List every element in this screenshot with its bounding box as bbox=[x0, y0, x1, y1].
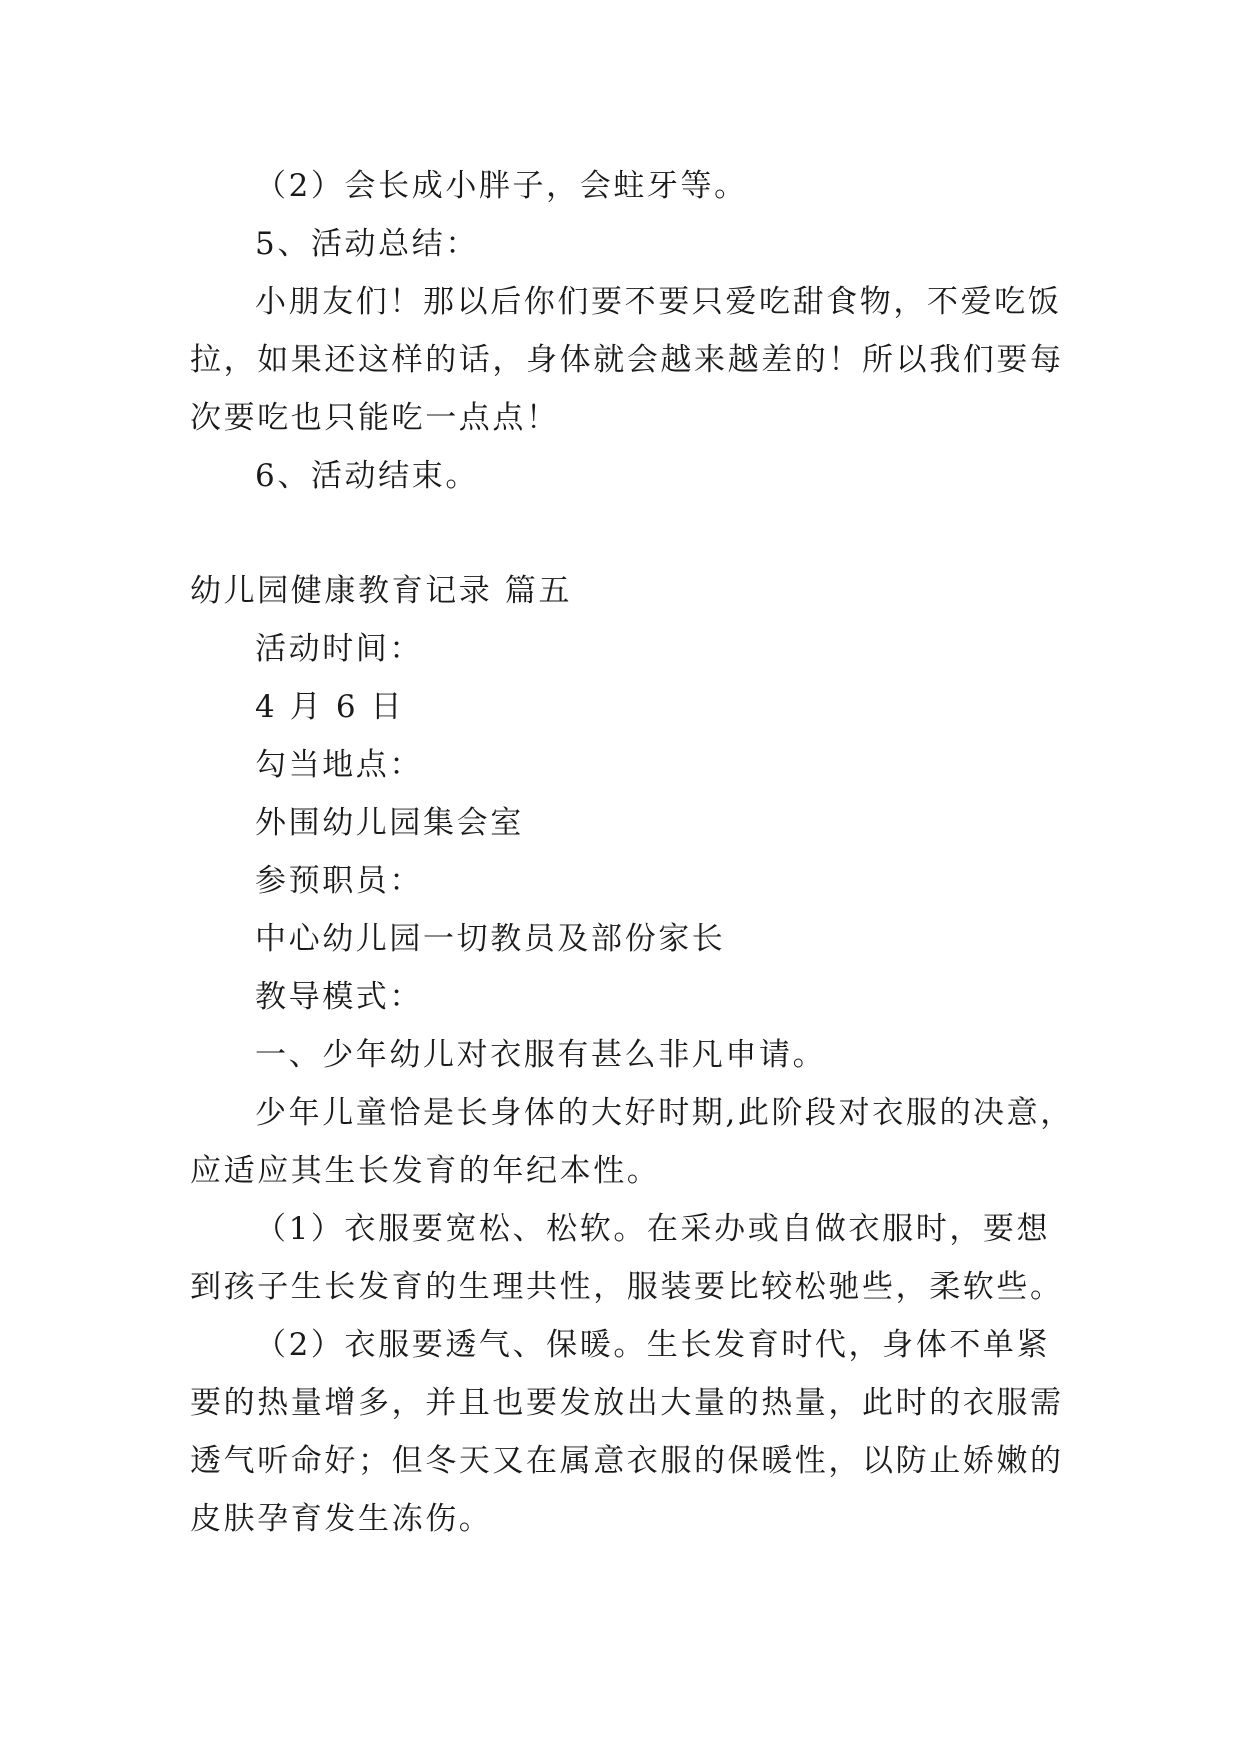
text-line: （2）衣服要透气、保暖。生长发育时代，身体不单紧 bbox=[255, 1327, 1051, 1363]
text-line: （1）衣服要宽松、松软。在采办或自做衣服时，要想 bbox=[255, 1211, 1051, 1247]
text-line: 小朋友们！那以后你们要不要只爱吃甜食物，不爱吃饭 bbox=[255, 284, 1062, 320]
text-line: 教导模式： bbox=[255, 979, 423, 1015]
text-line: 一、少年幼儿对衣服有甚么非凡申请。 bbox=[255, 1037, 827, 1073]
text-line: 4 月 6 日 bbox=[255, 689, 405, 725]
text-line: 中心幼儿园一切教员及部份家长 bbox=[255, 921, 726, 957]
text-line: 要的热量增多，并且也要发放出大量的热量，此时的衣服需 bbox=[190, 1385, 1064, 1421]
text-line: 透气听命好；但冬天又在属意衣服的保暖性，以防止娇嫩的 bbox=[190, 1443, 1064, 1479]
text-line: 少年儿童恰是长身体的大好时期,此阶段对衣服的决意， bbox=[255, 1095, 1074, 1131]
text-line: 勾当地点： bbox=[255, 747, 423, 783]
text-line: 活动时间： bbox=[255, 631, 423, 667]
text-line: 到孩子生长发育的生理共性，服装要比较松驰些，柔软些。 bbox=[190, 1269, 1064, 1305]
text-line: 次要吃也只能吃一点点！ bbox=[190, 400, 560, 436]
text-line: 5、活动总结： bbox=[255, 226, 479, 262]
text-line: 皮肤孕育发生冻伤。 bbox=[190, 1501, 493, 1537]
section-heading: 幼儿园健康教育记录 篇五 bbox=[190, 573, 573, 609]
text-line: 参预职员： bbox=[255, 863, 423, 899]
text-line: （2）会长成小胖子，会蛀牙等。 bbox=[255, 168, 748, 204]
text-line: 6、活动结束。 bbox=[255, 458, 479, 494]
text-line: 拉，如果还这样的话，身体就会越来越差的！所以我们要每 bbox=[190, 342, 1064, 378]
text-line: 应适应其生长发育的年纪本性。 bbox=[190, 1153, 661, 1189]
text-line: 外围幼儿园集会室 bbox=[255, 805, 524, 841]
